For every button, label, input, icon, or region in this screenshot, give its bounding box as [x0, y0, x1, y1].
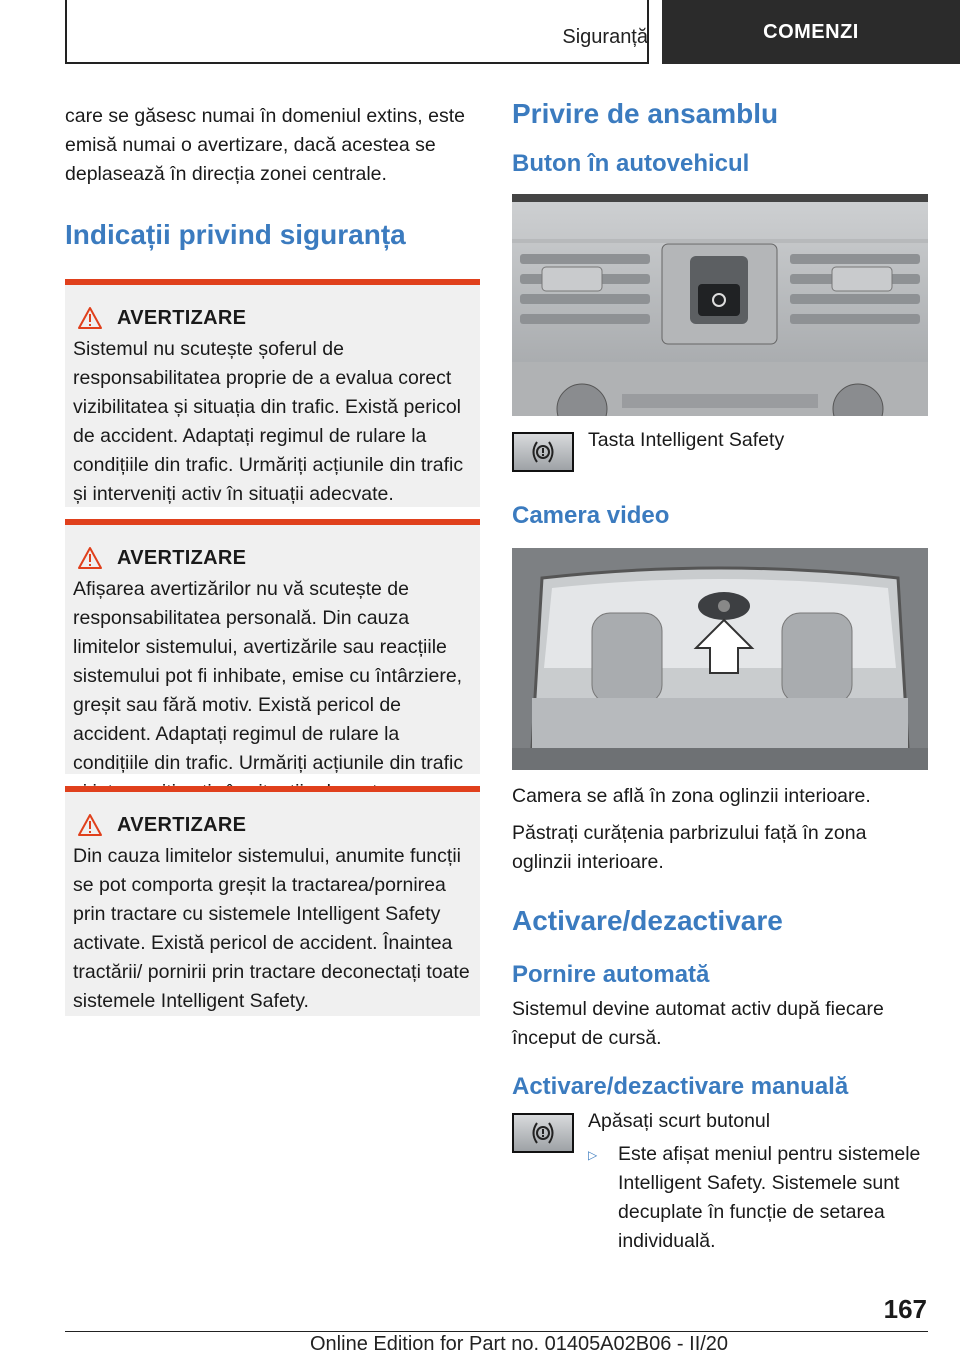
safety-heading: Indicații privind siguranța [65, 219, 406, 250]
warning-box-3 [65, 786, 480, 1016]
warning-text: Afișarea avertizărilor nu vă scutește de responsabilitatea personală. Din cauza limitelor sistemului, avertizările sau reacțiile sistemului pot fi inhibate, emise cu întârziere, greșit sau fără motiv. Există pericol de accident. Adaptați regimul de rulare la condițiile din trafic. Urmăriți acțiunile din trafic [73, 578, 464, 774]
camera-photo [512, 548, 928, 770]
warning-box-1 [65, 279, 480, 507]
camera-text-1: Camera se află în zona oglinzii interioare. [512, 785, 871, 807]
intelligent-safety-button-icon [512, 432, 574, 472]
intelligent-safety-button-icon [512, 1113, 574, 1153]
bullet-text: Este afișat meniul pentru sistemele Intelligent Safety. Sistemele sunt decuplate în funcție de setarea individuală. [618, 1143, 921, 1252]
manual-subheading: Activare/dezactivare manuală [512, 1073, 849, 1100]
warning-text: Sistemul nu scutește șoferul de responsabilitatea proprie de a evalua corect vizibilitatea și situația din trafic. Există pericol de accident. Adaptați regimul de rulare la condițiile din trafic. Urmăriți acțiunile din trafic și interveniți activ în situații adecvate. [73, 338, 464, 505]
header-section-title: Siguranță [562, 26, 648, 48]
warning-triangle-icon [77, 306, 103, 330]
warning-triangle-icon [77, 546, 103, 570]
warning-title: AVERTIZARE [117, 813, 247, 836]
auto-start-subheading: Pornire automată [512, 961, 710, 988]
auto-start-text: Sistemul devine automat activ după fiecare început de cursă. [512, 998, 884, 1049]
manual-text: Apăsați scurt butonul [588, 1110, 771, 1132]
intro-paragraph: care se găsesc numai în domeniul extins, este emisă numai o avertizare, dacă acestea se deplasează în direcția zonei centrale. [65, 105, 465, 185]
warning-triangle-icon [77, 813, 103, 837]
footer-divider [65, 1331, 928, 1332]
warning-title: AVERTIZARE [117, 546, 247, 569]
right-column [512, 98, 928, 1256]
list-item [588, 1140, 928, 1256]
bullet-triangle-icon: ▷ [588, 1148, 598, 1162]
dashboard-photo [512, 194, 928, 416]
warning-title: AVERTIZARE [117, 306, 247, 329]
warning-text: Din cauza limitelor sistemului, anumite funcții se pot comporta greșit la tractarea/pornirea prin tractare cu sistemele Intelligent Safety activate. Există pericol de accident. Înaintea tractării/ pornirii prin tractare deconectați toate sistemele Intelligent Safety. [73, 845, 470, 1012]
camera-subheading: Camera video [512, 502, 670, 529]
page-number: 167 [883, 1294, 927, 1324]
button-caption-row [512, 429, 928, 472]
activation-heading: Activare/dezactivare [512, 905, 783, 936]
camera-text-2: Păstrați curățenia parbrizului față în zona oglinzii interioare. [512, 822, 867, 873]
button-caption: Tasta Intelligent Safety [588, 429, 785, 451]
overview-heading: Privire de ansamblu [512, 98, 779, 129]
left-column [65, 102, 480, 1016]
button-subheading: Buton în autovehicul [512, 150, 750, 177]
manual-row [512, 1110, 928, 1256]
warning-box-2 [65, 519, 480, 774]
footer-edition: Online Edition for Part no. 01405A02B06 - II/20 [310, 1333, 729, 1355]
header-chapter-tab: COMENZI [662, 0, 960, 64]
